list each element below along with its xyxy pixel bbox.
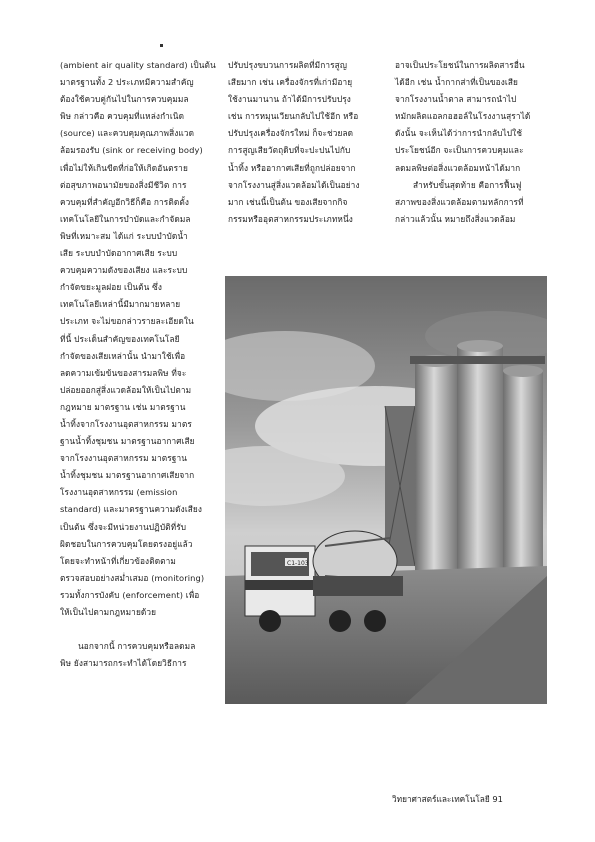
photo-illustration <box>225 276 547 704</box>
text-line: ล้อมรองรับ (sink or receiving body) <box>60 145 203 156</box>
text-line: เสียมาก เช่น เครื่องจักรที่เก่ามีอายุ <box>228 77 353 88</box>
text-line: พิษ กล่าวคือ ควบคุมที่แหล่งกำเนิด <box>60 111 185 122</box>
text-line: โดยจะทำหน้าที่เกี่ยวข้องติดตาม <box>60 555 176 566</box>
text-column-2 <box>228 57 378 228</box>
text-line: ฐานน้ำทิ้งชุมชน มาตรฐานอากาศเสีย <box>60 436 195 447</box>
page-footer: วิทยาศาสตร์และเทคโนโลยี 91 <box>392 794 503 804</box>
text-line: โรงงานอุตสาหกรรม (emission <box>60 487 178 498</box>
text-line: พิษที่เหมาะสม ได้แก่ ระบบบำบัดน้ำ <box>60 230 188 241</box>
text-column-3 <box>395 57 545 228</box>
text-line: เทคโนโลยีในการบำบัดและกำจัดมล <box>60 213 191 224</box>
text-line: ประเภท จะไม่ขอกล่าวรายละเอียดใน <box>60 316 194 327</box>
text-line: สำหรับขั้นสุดท้าย คือการฟื้นฟู <box>413 179 522 190</box>
text-line: นอกจากนี้ การควบคุมหรือลดมล <box>78 641 196 652</box>
text-line: ต้องใช้ควบคู่กันไปในการควบคุมมล <box>60 94 189 105</box>
text-line: กำจัดของเสียเหล่านั้น นำมาใช้เพื่อ <box>60 350 186 361</box>
text-column-1 <box>60 57 216 672</box>
text-line: ตรวจสอบอย่างสม่ำเสมอ (monitoring) <box>60 572 205 583</box>
text-line: อาจเป็นประโยชน์ในการผลิตสารอื่น <box>395 60 525 70</box>
text-line: (ambient air quality standard) เป็นต้น <box>60 60 216 70</box>
text-line: ผิดชอบในการควบคุมโดยตรงอยู่แล้ว <box>60 538 193 549</box>
text-line: มาก เช่นนี้เป็นต้น ของเสียจากกิจ <box>228 196 348 207</box>
text-line: ที่นี้ ประเด็นสำคัญของเทคโนโลยี <box>60 333 180 344</box>
text-line: รวมทั้งการบังคับ (enforcement) เพื่อ <box>60 589 200 600</box>
text-line: จากโรงงานน้ำตาล สามารถนำไป <box>395 94 517 105</box>
text-line: การสูญเสียวัตถุดิบที่จะปะปนไปกับ <box>228 145 351 156</box>
text-line: เทคโนโลยีเหล่านี้มีมากมายหลาย <box>60 299 181 310</box>
text-line: ลดความเข้มข้นของสารมลพิษ ที่จะ <box>60 367 187 378</box>
text-line: หมักผลิตแอลกอฮอล์ในโรงงานสุราได้ <box>395 111 531 122</box>
text-line: ดังนั้น จะเห็นได้ว่าการนำกลับไปใช้ <box>395 128 523 139</box>
text-line: มาตรฐานทั้ง 2 ประเภทมีความสำคัญ <box>60 77 194 88</box>
text-line: กำจัดขยะมูลฝอย เป็นต้น ซึ่ง <box>60 282 162 293</box>
text-line: ปรับปรุงขบวนการผลิตที่มีการสูญ <box>228 60 348 70</box>
text-line: ประโยชน์อีก จะเป็นการควบคุมและ <box>395 145 524 156</box>
text-line: กล่าวแล้วนั้น หมายถึงสิ่งแวดล้อม <box>395 213 516 224</box>
text-line: น้ำทิ้งชุมชน มาตรฐานอากาศเสียจาก <box>60 470 195 481</box>
text-line: น้ำทิ้งจากโรงงานอุตสาหกรรม มาตร <box>60 418 192 429</box>
text-line: ปล่อยออกสู่สิ่งแวดล้อมให้เป็นไปตาม <box>60 384 192 395</box>
text-line: เป็นต้น ซึ่งจะมีหน่วยงานปฏิบัติที่รับ <box>60 521 187 532</box>
text-line: ควบคุมความดังของเสียง และระบบ <box>60 265 188 276</box>
text-line: ใช้งานมานาน ถ้าได้มีการปรับปรุง <box>228 94 351 105</box>
text-line: สภาพของสิ่งแวดล้อมตามหลักการที่ <box>395 196 524 207</box>
text-line: จากโรงงานสู่สิ่งแวดล้อมได้เป็นอย่าง <box>228 179 360 190</box>
text-line: (source) และควบคุมคุณภาพสิ่งแวด <box>60 128 195 139</box>
text-line: เสีย ระบบบำบัดอากาศเสีย ระบบ <box>60 248 178 259</box>
text-line: เพื่อไม่ให้เกินขีดที่ก่อให้เกิดอันตราย <box>60 162 188 173</box>
text-line: กฎหมาย มาตรฐาน เช่น มาตรฐาน <box>60 401 186 412</box>
text-line: standard) และมาตรฐานความดังเสียง <box>60 504 203 515</box>
page-mark <box>160 44 163 47</box>
text-line: จากโรงงานอุตสาหกรรม มาตรฐาน <box>60 453 187 464</box>
text-line: ควบคุมที่สำคัญอีกวิธีก็คือ การติดตั้ง <box>60 196 189 207</box>
text-line: น้ำทิ้ง หรืออากาศเสียที่ถูกปล่อยจาก <box>228 162 356 173</box>
cement-plant-photo <box>225 276 547 704</box>
text-line: ลดมลพิษต่อสิ่งแวดล้อมหน้าได้มาก <box>395 162 521 173</box>
text-line: ปรับปรุงเครื่องจักรใหม่ ก็จะช่วยลด <box>228 128 354 139</box>
text-line: ต่อสุขภาพอนามัยของสิ่งมีชีวิต การ <box>60 179 187 190</box>
truck-plate: C1-103 <box>287 560 309 567</box>
text-line: กรรมหรืออุตสาหกรรมประเภทหนึ่ง <box>228 213 353 224</box>
text-line: ได้อีก เช่น น้ำกากส่าที่เป็นของเสีย <box>395 77 518 88</box>
text-line: ให้เป็นไปตามกฎหมายด้วย <box>60 607 157 617</box>
paragraph-gap <box>60 621 212 638</box>
text-line: พิษ ยังสามารถกระทำได้โดยวิธีการ <box>60 658 187 669</box>
text-line: เช่น การหมุนเวียนกลับไปใช้อีก หรือ <box>228 111 359 122</box>
